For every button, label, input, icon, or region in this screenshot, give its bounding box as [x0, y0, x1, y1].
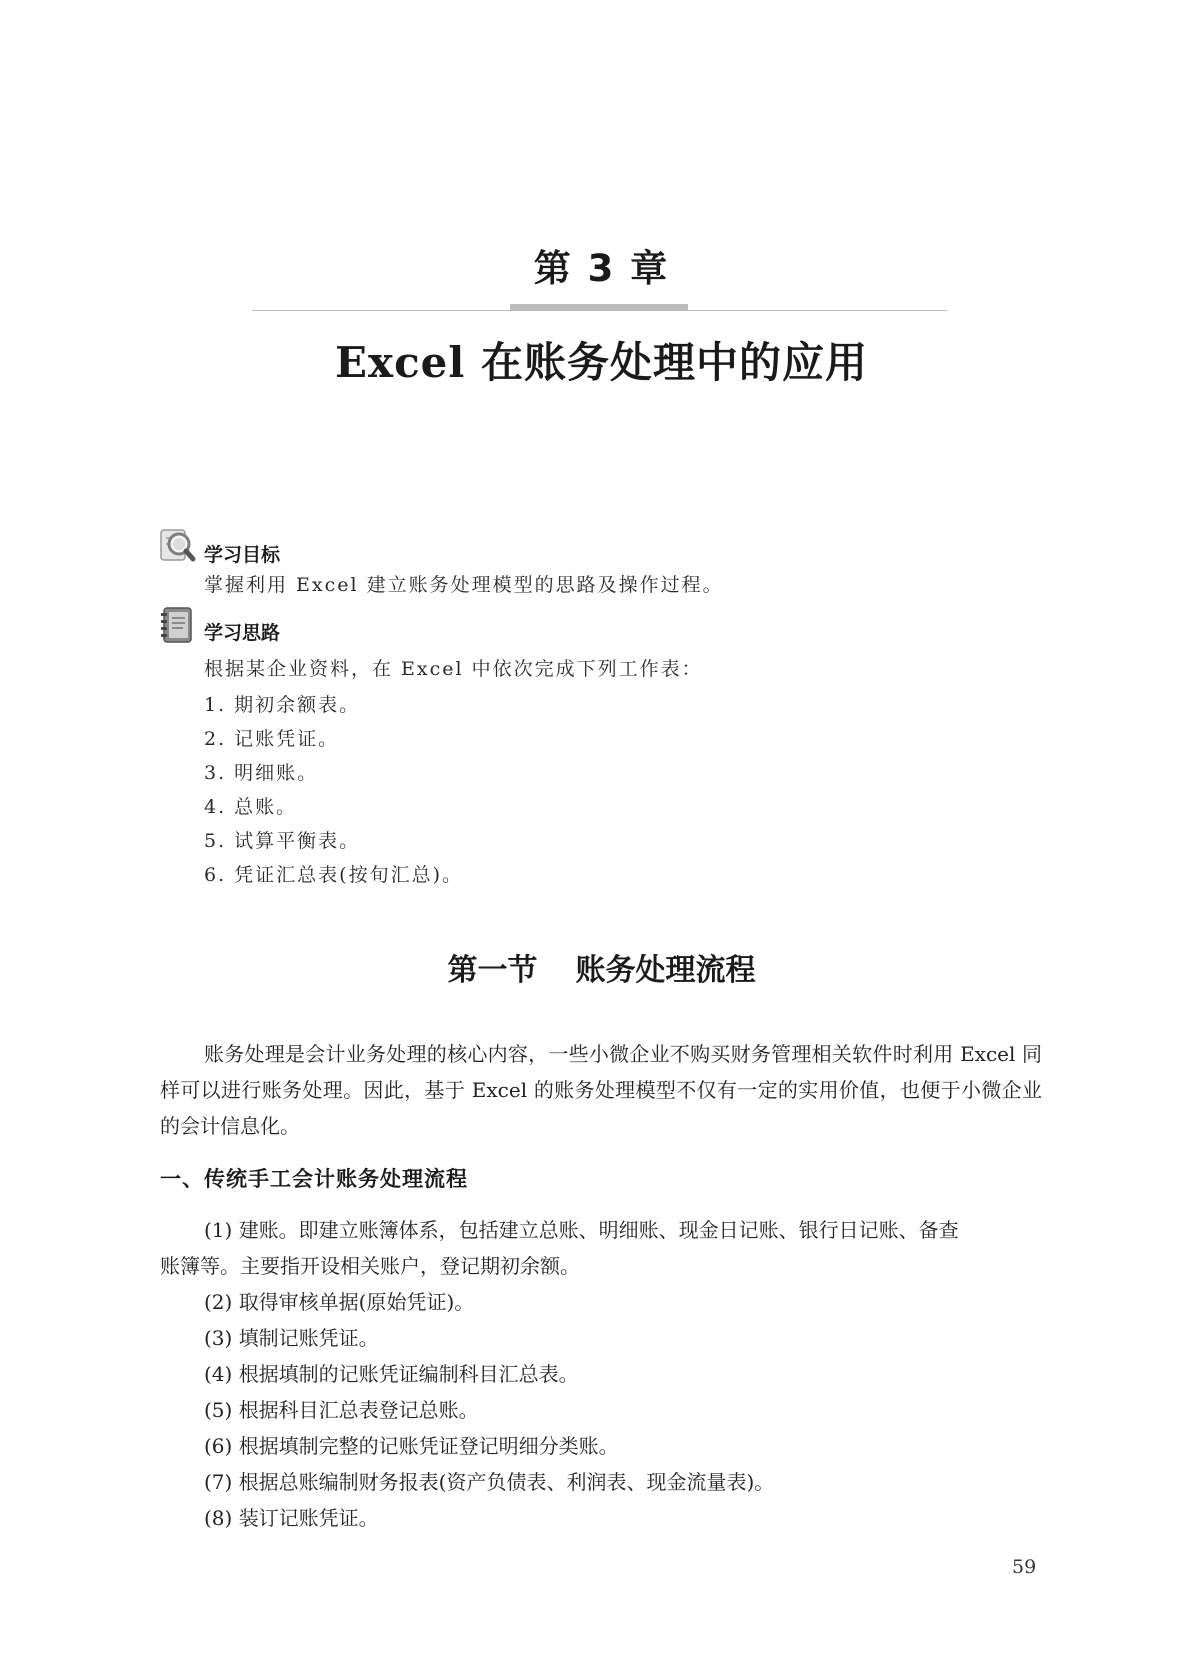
step-item: (4) 根据填制的记账凭证编制科目汇总表。 — [204, 1362, 579, 1386]
approach-list-item: 6. 凭证汇总表(按旬汇总)。 — [204, 864, 463, 886]
approach-heading: 学习思路 — [204, 622, 281, 644]
section-name: 账务处理流程 — [575, 953, 756, 988]
section-number: 第一节 — [447, 953, 538, 988]
chapter-label: 第 3 章 — [533, 247, 670, 290]
subsection-heading: 一、传统手工会计账务处理流程 — [160, 1167, 468, 1191]
step-item: (2) 取得审核单据(原始凭证)。 — [204, 1290, 475, 1314]
step-item: (3) 填制记账凭证。 — [204, 1326, 379, 1350]
step-item: (6) 根据填制完整的记账凭证登记明细分类账。 — [204, 1434, 619, 1458]
magnifier-document-icon — [157, 524, 197, 564]
notebook-icon — [157, 605, 197, 645]
approach-list-item: 3. 明细账。 — [204, 762, 319, 784]
step-item: (5) 根据科目汇总表登记总账。 — [204, 1398, 479, 1422]
step-item: (8) 装订记账凭证。 — [204, 1506, 379, 1530]
approach-list-item: 4. 总账。 — [204, 796, 298, 818]
step-item: (1) 建账。即建立账簿体系，包括建立总账、明细账、现金日记账、银行日记账、备查 — [204, 1218, 959, 1242]
page-number: 59 — [1012, 1556, 1037, 1578]
approach-list — [204, 688, 463, 892]
approach-list-item: 2. 记账凭证。 — [204, 728, 340, 750]
step-item-continuation: 账簿等。主要指开设相关账户，登记期初余额。 — [160, 1254, 580, 1278]
approach-list-item: 5. 试算平衡表。 — [204, 830, 361, 852]
objectives-text: 掌握利用 Excel 建立账务处理模型的思路及操作过程。 — [204, 574, 724, 596]
step-item: (7) 根据总账编制财务报表(资产负债表、利润表、现金流量表)。 — [204, 1470, 775, 1494]
section-title — [0, 945, 1203, 989]
chapter-rule — [252, 310, 947, 311]
approach-list-item: 1. 期初余额表。 — [204, 694, 361, 716]
objectives-heading: 学习目标 — [204, 544, 281, 566]
approach-intro: 根据某企业资料，在 Excel 中依次完成下列工作表： — [204, 658, 703, 680]
section-paragraph: 账务处理是会计业务处理的核心内容，一些小微企业不购买财务管理相关软件时利用 Excel 同样可以进行账务处理。因此，基于 Excel 的账务处理模型不仅有一定的实用价值，也便于小微企业的会计信息化。 — [160, 1042, 1042, 1138]
chapter-title: Excel 在账务处理中的应用 — [335, 338, 868, 387]
